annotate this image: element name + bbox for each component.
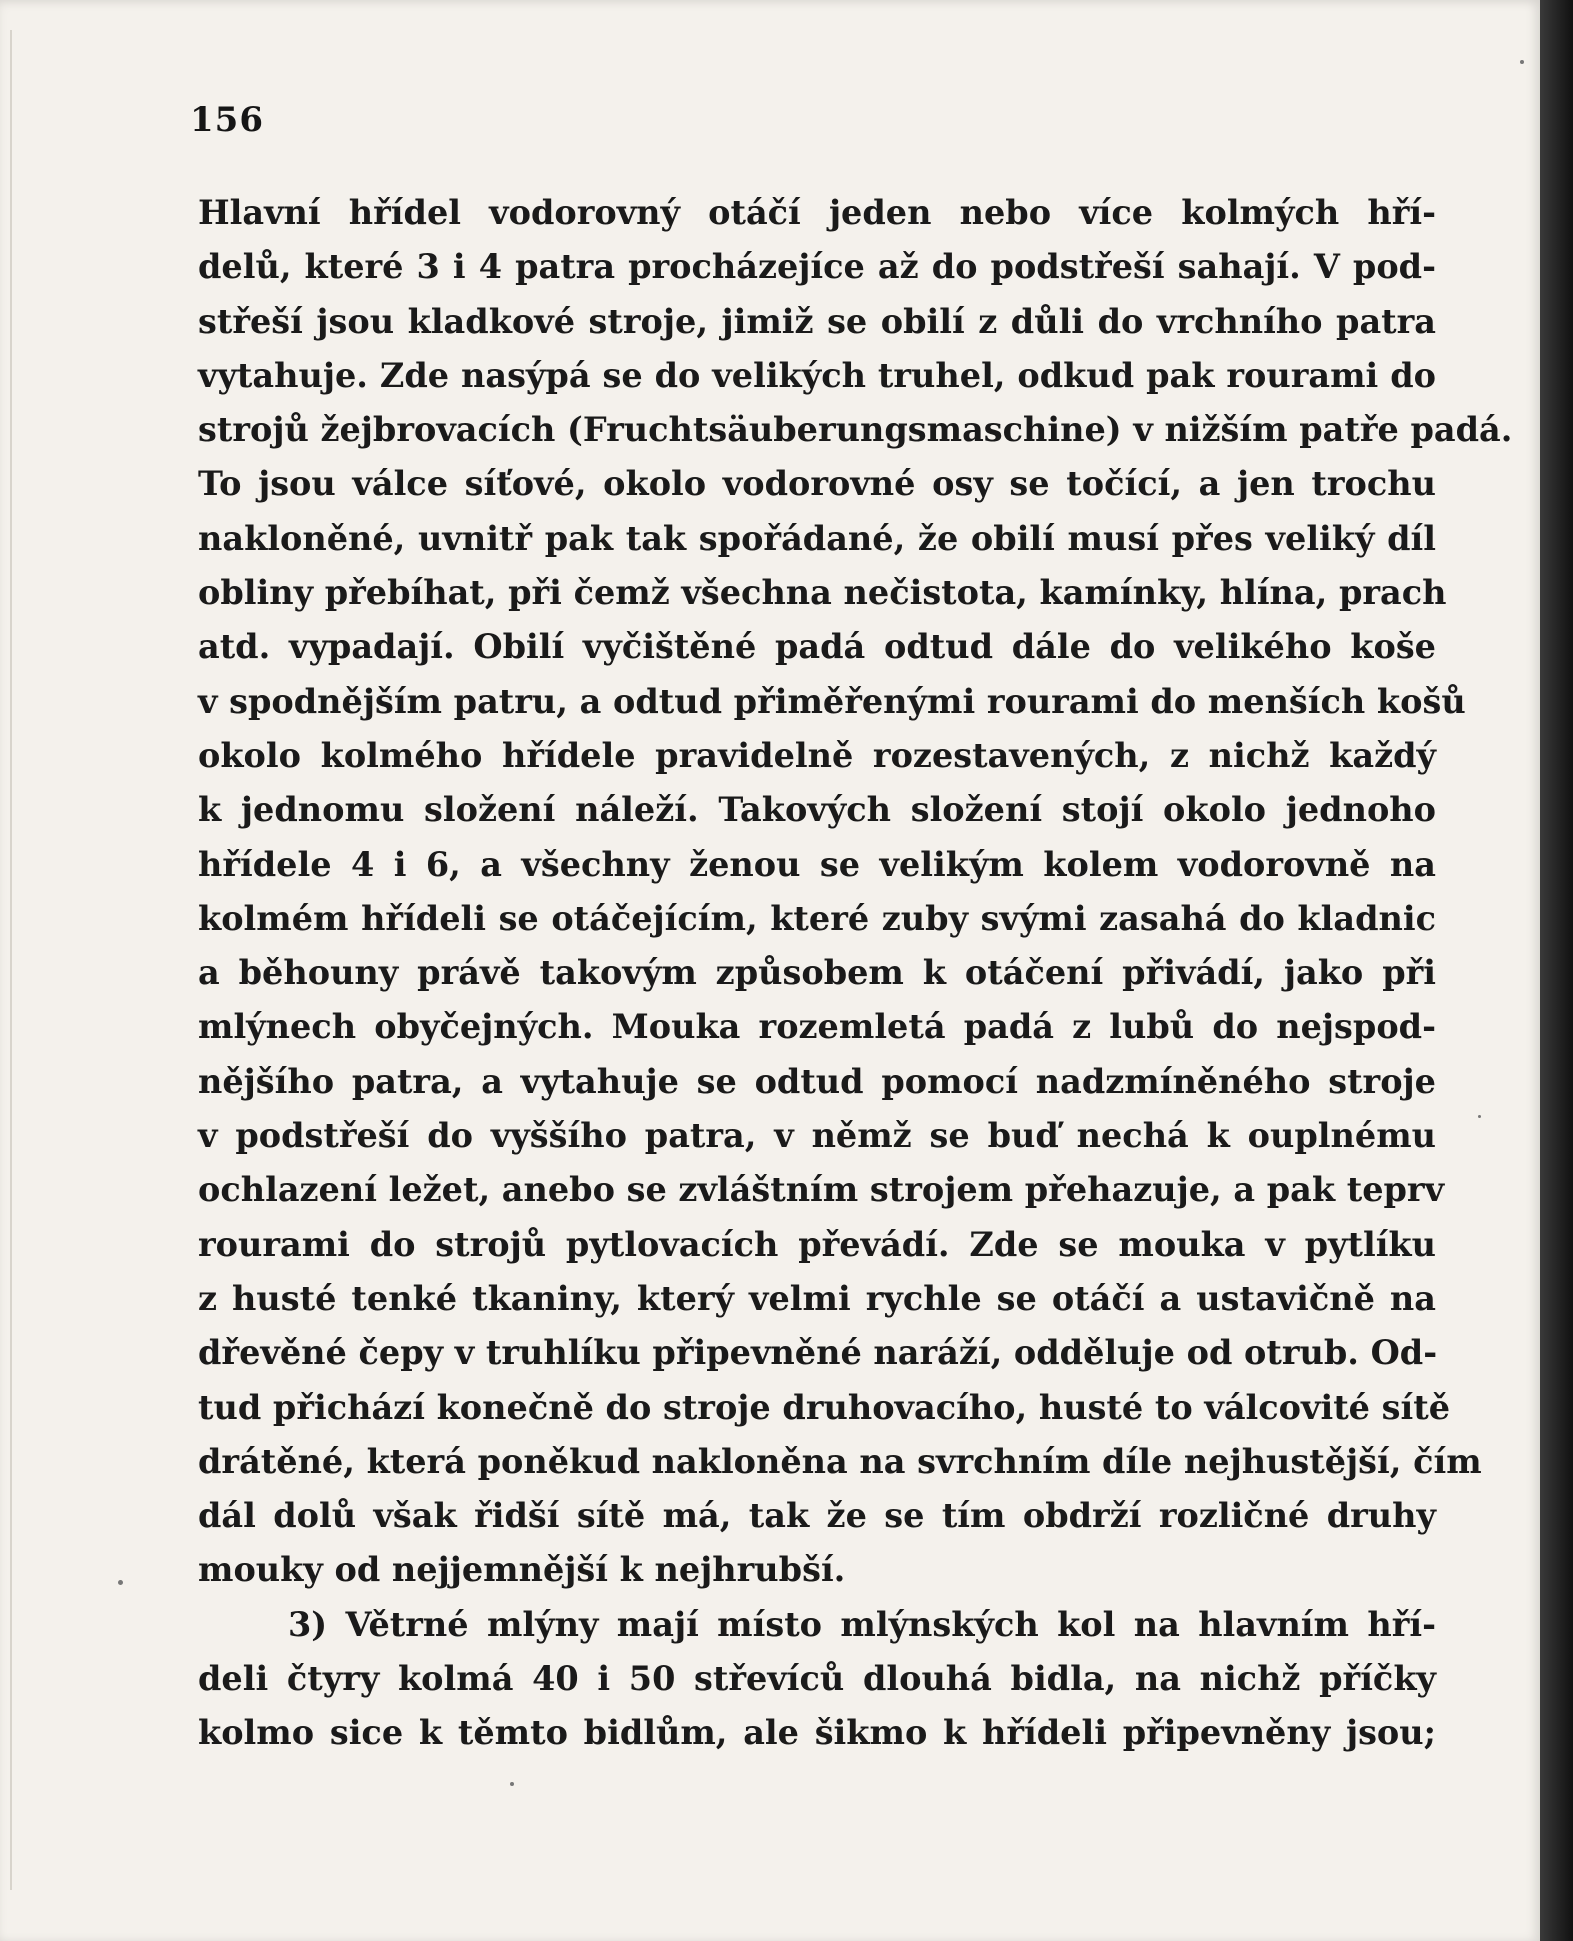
body-text [198,186,1513,1761]
text-line: dál dolů však řidší sítě má, tak že se tím obdrží rozličné druhy [198,1496,1436,1536]
text-line: k jednomu složení náleží. Takových složení stojí okolo jednoho [198,790,1436,830]
text-line: nějšího patra, a vytahuje se odtud pomocí nadzmíněného stroje [198,1061,1436,1101]
speck [510,1782,514,1786]
text-line: kolmo sice k těmto bidlům, ale šikmo k hřídeli připevněny jsou; [198,1713,1436,1753]
text-line: deli čtyry kolmá 40 i 50 střevíců dlouhá bidla, na nichž příčky [198,1659,1436,1699]
text-line: strojů žejbrovacích (Fruchtsäuberungsmaschine) v nižším patře padá. [198,410,1513,450]
speck [1520,60,1524,64]
text-line: dřevěné čepy v truhlíku připevněné naráží, odděluje od otrub. Od- [198,1333,1438,1373]
text-line: vytahuje. Zde nasýpá se do velikých truhel, odkud pak rourami do [198,355,1436,395]
text-line: ochlazení ležet, anebo se zvláštním strojem přehazuje, a pak teprv [198,1170,1445,1210]
text-line: z husté tenké tkaniny, který velmi rychle se otáčí a ustavičně na [198,1278,1436,1318]
text-line: kolmém hřídeli se otáčejícím, které zuby svými zasahá do kladnic [198,898,1436,938]
speck [118,1580,123,1585]
text-line: 3) Větrné mlýny mají místo mlýnských kol na hlavním hří- [288,1604,1436,1644]
text-line: delů, které 3 i 4 patra procházejíce až do podstřeší sahají. V pod- [198,247,1436,287]
text-line: drátěné, která poněkud nakloněna na svrchním díle nejhustější, čím [198,1441,1482,1481]
text-line: v spodnějším patru, a odtud přiměřenými rourami do menších košů [198,681,1466,721]
speck [1478,1115,1481,1118]
text-line: mlýnech obyčejných. Mouka rozemletá padá z lubů do nejspod- [198,1007,1436,1047]
page-edge-line [10,30,12,1890]
text-line: Hlavní hřídel vodorovný otáčí jeden nebo více kolmých hří- [198,193,1436,232]
text-line: nakloněné, uvnitř pak tak spořádané, že obilí musí přes veliký díl [198,518,1436,558]
text-line: okolo kolmého hřídele pravidelně rozestavených, z nichž každý [198,735,1436,775]
text-line: mouky od nejjemnější k nejhrubší. [198,1550,846,1590]
text-line: obliny přebíhat, při čemž všechna nečistota, kamínky, hlína, prach [198,573,1447,613]
text-line: v podstřeší do vyššího patra, v němž se buď nechá k ouplnému [198,1116,1436,1156]
text-line: střeší jsou kladkové stroje, jimiž se obilí z důli do vrchního patra [198,301,1436,341]
text-line: To jsou válce síťové, okolo vodorovné osy se točící, a jen trochu [198,464,1436,504]
page-number: 156 [190,100,264,140]
text-line: hřídele 4 i 6, a všechny ženou se velikým kolem vodorovně na [198,844,1436,884]
text-line: rourami do strojů pytlovacích převádí. Zde se mouka v pytlíku [198,1224,1436,1264]
book-binding-edge [1540,0,1573,1941]
text-line: tud přichází konečně do stroje druhovacího, husté to válcovité sítě [198,1387,1451,1427]
text-line: a běhouny právě takovým způsobem k otáčení přivádí, jako při [198,953,1436,993]
text-line: atd. vypadají. Obilí vyčištěné padá odtud dále do velikého koše [198,627,1436,667]
